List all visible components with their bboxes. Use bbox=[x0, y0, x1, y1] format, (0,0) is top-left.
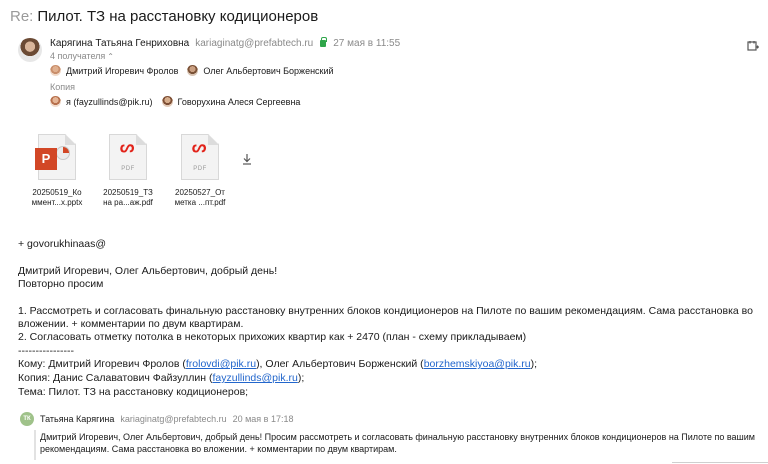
secure-lock-icon bbox=[320, 40, 326, 47]
recipient-borzhemskiy[interactable] bbox=[187, 65, 333, 76]
to-suffix: ); bbox=[530, 358, 538, 370]
quote-sender-name[interactable]: Татьяна Карягина bbox=[40, 414, 115, 424]
divider bbox=[672, 462, 768, 463]
quote-line-1: Дмитрий Игоревич, Олег Альбертович, добрый день! Просим рассмотреть и согласовать финальную расстановку внутренних блоков кондиционеров на Пилоте по вашим bbox=[40, 432, 755, 442]
recipient-name: Дмитрий Игоревич Фролов bbox=[66, 65, 179, 76]
attachment-name-line1: 20250519_Ко bbox=[32, 188, 82, 197]
reply-prefix: Re: bbox=[10, 8, 34, 25]
attachment-pptx[interactable] bbox=[24, 134, 90, 208]
chevron-up-icon: ⌃ bbox=[107, 52, 114, 61]
cc-label: Копия bbox=[50, 82, 76, 92]
recipient-govorukhina[interactable] bbox=[162, 96, 301, 107]
pptx-file-icon bbox=[38, 134, 76, 180]
attachment-pdf-otmetka[interactable] bbox=[167, 134, 233, 208]
powerpoint-icon: P bbox=[35, 148, 57, 170]
mention-line: + govorukhinaas@ bbox=[18, 238, 107, 250]
download-icon[interactable] bbox=[242, 153, 252, 165]
recipient-name: Олег Альбертович Борженский bbox=[203, 65, 334, 76]
email-link-fayzullin[interactable]: fayzullinds@pik.ru bbox=[212, 372, 298, 384]
item1-line-a: 1. Рассмотреть и согласовать финальную расстановку внутренних блоков кондиционеров на Пилоте по вашим рекомендациям. Сама расстановка во bbox=[18, 305, 753, 317]
sender-line bbox=[50, 38, 400, 49]
pie-chart-icon bbox=[56, 146, 70, 160]
recipient-name: Говорухина Алеся Сергеевна bbox=[177, 96, 301, 107]
subject-text: Пилот. ТЗ на расстановку кодиционеров bbox=[37, 8, 319, 25]
forward-cc-line bbox=[18, 372, 304, 385]
recipient-name: я (fayzullinds@pik.ru) bbox=[66, 96, 153, 107]
item2-line: 2. Согласовать отметку потолка в некоторых прихожих квартир как + 2470 (план - схему прикладываем) bbox=[18, 331, 527, 343]
recipients-toggle[interactable] bbox=[50, 51, 114, 61]
attachment-pdf-tz[interactable] bbox=[95, 134, 161, 208]
avatar bbox=[50, 96, 61, 107]
item1-line-b: вложении. + комментарии по двум квартирам. bbox=[18, 318, 244, 330]
attachment-name-line1: 20250519_ТЗ bbox=[103, 188, 153, 197]
pdf-tag: PDF bbox=[121, 166, 135, 172]
attachment-name-line1: 20250527_От bbox=[175, 188, 225, 197]
cc-suffix: ); bbox=[297, 372, 305, 384]
to-recipients bbox=[50, 65, 343, 76]
sender-name[interactable]: Карягина Татьяна Генриховна bbox=[50, 38, 190, 49]
quote-sender-email[interactable]: kariaginatg@prefabtech.ru bbox=[120, 414, 227, 424]
forward-to-line bbox=[18, 358, 537, 371]
separator-line: ---------------- bbox=[18, 345, 74, 357]
sender-email[interactable]: kariaginatg@prefabtech.ru bbox=[195, 38, 314, 49]
quote-line-2: рекомендациям. Сама расстановка во вложении. + комментарии по двум квартирам. bbox=[40, 444, 397, 454]
recipient-me[interactable] bbox=[50, 96, 153, 107]
sender-avatar[interactable] bbox=[18, 38, 42, 62]
pdf-file-icon bbox=[109, 134, 147, 180]
email-link-frolov[interactable]: frolovdi@pik.ru bbox=[185, 358, 257, 370]
pdf-tag: PDF bbox=[193, 166, 207, 172]
calendar-add-icon[interactable] bbox=[747, 40, 759, 52]
attachment-name-line2: метка ...пт.pdf bbox=[174, 198, 226, 207]
email-subject bbox=[10, 8, 318, 25]
attachment-name-line2: на ра...аж.pdf bbox=[103, 198, 153, 207]
acrobat-icon: ᔕ bbox=[120, 139, 135, 156]
attachment-name-line2: ммент...x.pptx bbox=[31, 198, 83, 207]
repeat-line: Повторно просим bbox=[18, 278, 104, 290]
cc-recipients bbox=[50, 96, 309, 107]
quote-bar bbox=[34, 430, 36, 460]
pdf-file-icon bbox=[181, 134, 219, 180]
sender-date: 27 мая в 11:55 bbox=[333, 38, 401, 49]
avatar bbox=[50, 65, 61, 76]
forward-subject-line: Тема: Пилот. ТЗ на расстановку кодиционеров; bbox=[18, 386, 249, 398]
quote-date: 20 мая в 17:18 bbox=[232, 414, 294, 424]
acrobat-icon: ᔕ bbox=[192, 139, 207, 156]
avatar bbox=[162, 96, 173, 107]
recipient-frolov[interactable] bbox=[50, 65, 178, 76]
quote-header bbox=[40, 414, 293, 424]
quote-text bbox=[40, 431, 755, 455]
cc-prefix: Копия: Данис Салаватович Файзуллин ( bbox=[18, 372, 213, 384]
quote-avatar[interactable]: ТК bbox=[20, 412, 34, 426]
to-mid: ), Олег Альбертович Борженский ( bbox=[256, 358, 424, 370]
greeting-line: Дмитрий Игоревич, Олег Альбертович, добрый день! bbox=[18, 265, 278, 277]
to-prefix: Кому: Дмитрий Игоревич Фролов ( bbox=[18, 358, 186, 370]
avatar bbox=[187, 65, 198, 76]
recipients-count: 4 получателя bbox=[50, 51, 106, 61]
email-link-borzhemskiy[interactable]: borzhemskiyoa@pik.ru bbox=[423, 358, 531, 370]
